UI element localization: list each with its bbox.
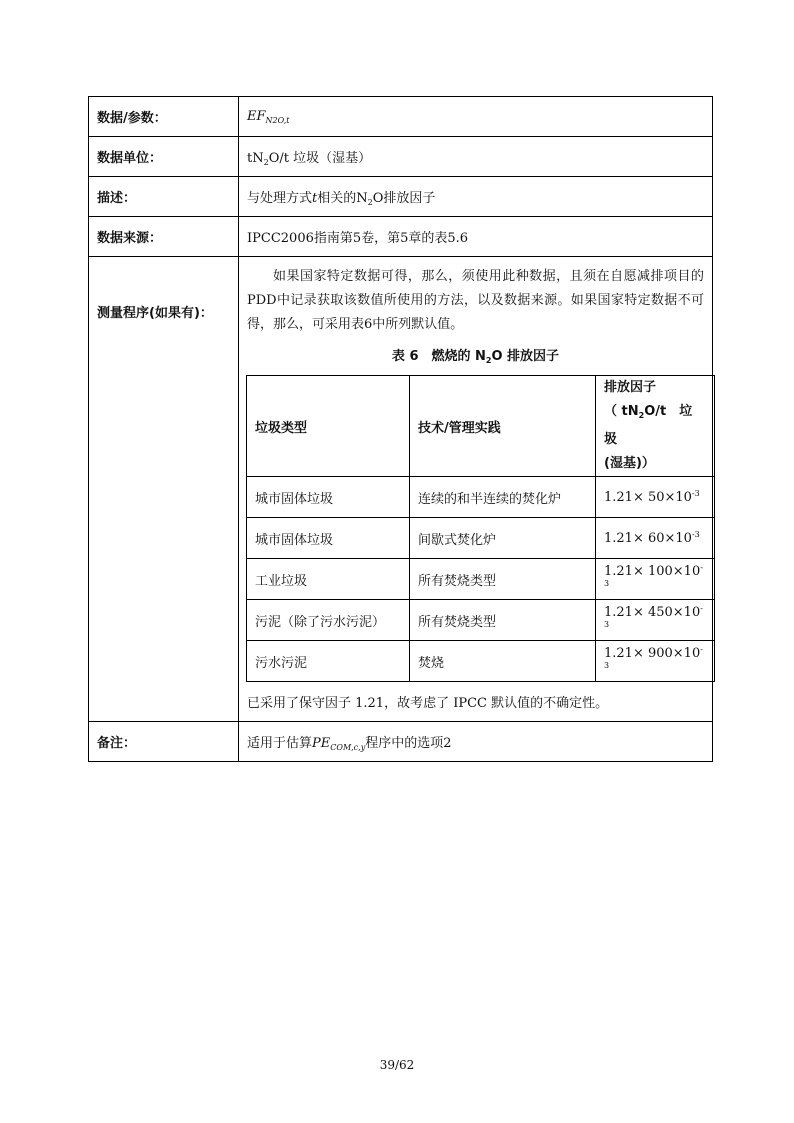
page-number: 39/62 — [379, 1058, 415, 1072]
header-ef-pre: （ tN — [604, 404, 639, 419]
table6-caption — [239, 345, 712, 365]
desc-label: 描述： — [89, 177, 239, 217]
technology-cell: 间歇式焚化炉 — [410, 518, 596, 559]
table-row — [247, 477, 715, 518]
source-value: IPCC2006指南第5卷，第5章的表5.6 — [239, 217, 713, 257]
factor-value: 1.21× 50×10 — [604, 490, 692, 505]
technology-cell: 焚烧 — [410, 641, 596, 682]
desc-mid: 相关的N — [317, 190, 368, 206]
header-technology: 技术/管理实践 — [410, 376, 596, 477]
factor-cell — [596, 600, 715, 641]
param-symbol: EF — [247, 108, 266, 124]
factor-value: 1.21× 100×10 — [604, 564, 701, 579]
table-row — [247, 600, 715, 641]
table-row — [247, 518, 715, 559]
desc-pre: 与处理方式 — [247, 190, 313, 206]
desc-sub: 2 — [367, 197, 373, 207]
procedure-paragraph: 如果国家特定数据可得，那么，须使用此种数据，且须在自愿减排项目的PDD中记录获取该数值所使用的方法，以及数据来源。如果国家特定数据不可得，那么，可采用表6中所列默认值。 — [247, 269, 704, 332]
table-row — [247, 559, 715, 600]
caption-post: O 排放因子 — [491, 349, 560, 364]
factor-value: 1.21× 450×10 — [604, 605, 701, 620]
factor-exponent: -3 — [604, 563, 703, 588]
unit-sub: 2 — [263, 157, 269, 167]
unit-row — [89, 137, 713, 177]
parameter-table — [88, 96, 713, 762]
table-row — [247, 641, 715, 682]
factor-value: 1.21× 60×10 — [604, 531, 692, 546]
desc-value — [239, 177, 713, 217]
unit-label: 数据单位： — [89, 137, 239, 177]
desc-post: O排放因子 — [372, 190, 436, 206]
param-symbol-sub: N2O,t — [265, 115, 290, 125]
remark-symbol: PE — [312, 735, 331, 751]
waste-type-cell: 城市固体垃圾 — [247, 477, 410, 518]
factor-cell — [596, 641, 715, 682]
header-waste-type: 垃圾类型 — [247, 376, 410, 477]
source-label: 数据来源： — [89, 217, 239, 257]
remark-pre: 适用于估算 — [247, 735, 313, 751]
waste-type-cell: 城市固体垃圾 — [247, 518, 410, 559]
caption-pre: 表 6 燃烧的 N — [391, 349, 486, 364]
unit-value — [239, 137, 713, 177]
table6 — [246, 375, 715, 682]
factor-cell — [596, 518, 715, 559]
remark-post: 程序中的选项2 — [365, 735, 452, 751]
header-ef-line3: (湿基)） — [604, 456, 655, 471]
factor-value: 1.21× 900×10 — [604, 646, 701, 661]
technology-cell: 连续的和半连续的焚化炉 — [410, 477, 596, 518]
remark-label: 备注： — [89, 722, 239, 762]
table6-header-row — [247, 376, 715, 477]
desc-ital: t — [312, 190, 318, 206]
factor-exponent: -3 — [691, 489, 700, 498]
source-row — [89, 217, 713, 257]
header-ef-line2 — [604, 400, 706, 452]
waste-type-cell: 污泥（除了污水污泥） — [247, 600, 410, 641]
procedure-label: 测量程序(如果有)： — [89, 257, 239, 722]
factor-exponent: -3 — [604, 604, 703, 629]
header-ef-line1: 排放因子 — [604, 380, 657, 395]
remark-symbol-sub: COM,c,y — [330, 742, 366, 752]
technology-cell: 所有焚烧类型 — [410, 600, 596, 641]
factor-cell — [596, 477, 715, 518]
param-value — [239, 97, 713, 137]
unit-pre: tN — [247, 150, 264, 166]
unit-post: O/t 垃圾（湿基） — [268, 150, 372, 166]
waste-type-cell: 工业垃圾 — [247, 559, 410, 600]
factor-cell — [596, 559, 715, 600]
header-ef-sub: 2 — [638, 411, 645, 420]
header-ef-post: O/t 垃 圾 — [604, 404, 693, 447]
waste-type-cell: 污水污泥 — [247, 641, 410, 682]
procedure-note: 已采用了保守因子 1.21，故考虑了 IPCC 默认值的不确定性。 — [247, 696, 609, 711]
factor-exponent: -3 — [604, 645, 703, 670]
factor-exponent: -3 — [691, 530, 700, 539]
remark-row — [89, 722, 713, 762]
technology-cell: 所有焚烧类型 — [410, 559, 596, 600]
remark-value — [239, 722, 713, 762]
caption-sub: 2 — [485, 356, 492, 365]
procedure-row — [89, 257, 713, 722]
header-emission-factor — [596, 376, 715, 477]
desc-row — [89, 177, 713, 217]
param-row — [89, 97, 713, 137]
procedure-content — [239, 257, 713, 722]
param-label: 数据/参数： — [89, 97, 239, 137]
